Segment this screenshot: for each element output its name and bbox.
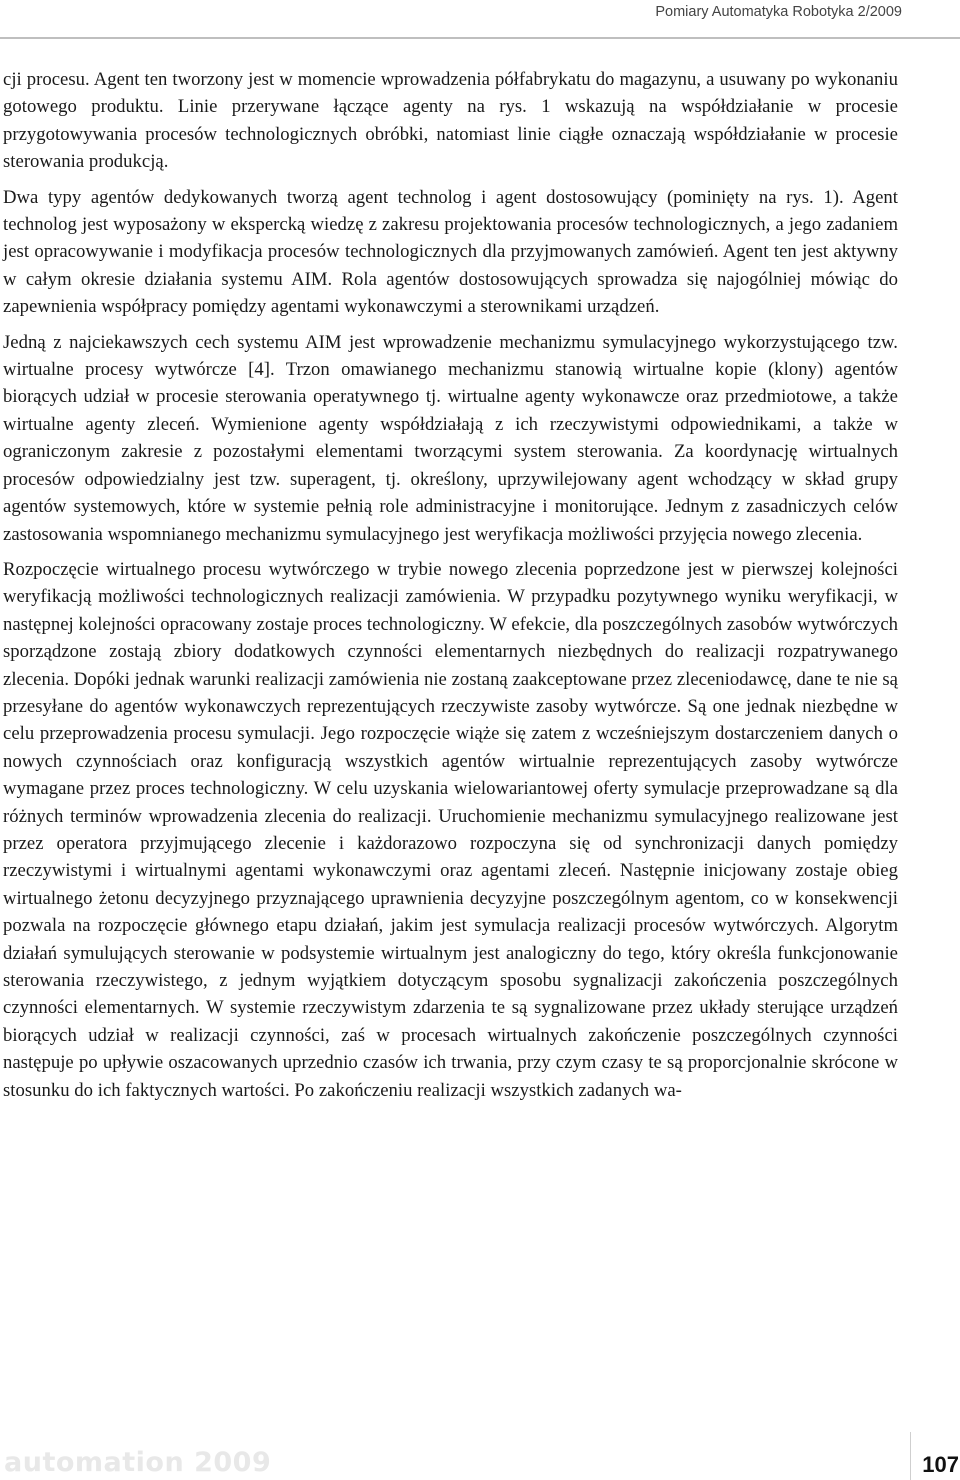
- article-body: [3, 66, 898, 1112]
- paragraph-3: Jedną z najciekawszych cech systemu AIM jest wprowadzenie mechanizmu symulacyjnego wykorzystującego tzw. wirtualne procesy wytwórcze [4]. Trzon omawianego mechanizmu stanowią wirtualne kopie (klony) agentów biorących udział w procesie sterowania operatywnego tj. wirtualne agenty wykonawcze oraz przedmiotowe, a także wirtualne agenty zleceń. Wymienione agenty współdziałają z ich rzeczywistymi odpowiednikami, a także w ograniczonym zakresie z pozostałymi elementami tworzącymi system sterowania. Za koordynację wirtualnych procesów odpowiedzialny jest tzw. superagent, tj. określony, uprzywilejowany agent wchodzący w skład grupy agentów systemowych, które w systemie pełnią role administracyjne i monitorujące. Jednym z zasadniczych celów zastosowania wspomnianego mechanizmu symulacyjnego jest weryfikacja możliwości przyjęcia nowego zlecenia.: [3, 331, 898, 545]
- paragraph-1: cji procesu. Agent ten tworzony jest w momencie wprowadzenia półfabrykatu do magazynu, a usuwany po wykonaniu gotowego produktu. Linie przerywane łączące agenty na rys. 1 wskazują na współdziałanie w procesie przygotowywania procesów technologicznych obróbki, natomiast linie ciągłe oznaczają współdziałanie w procesie sterowania produkcją.: [3, 69, 898, 173]
- paragraph-4: Rozpoczęcie wirtualnego procesu wytwórczego w trybie nowego zlecenia poprzedzone jest w pierwszej kolejności weryfikacją możliwości technologicznych realizacji zamówienia. W przypadku pozytywnego wyniku weryfikacji, w następnej kolejności opracowany zostaje proces technologiczny. W efekcie, dla poszczególnych zasobów wytwórczych sporządzone zostają zbiory dodatkowych czynności elementarnych niezbędnych do realizacji rozpatrywanego zlecenia. Dopóki jednak warunki realizacji zamówienia nie zostaną zaakceptowane przez zleceniodawcę, dane te nie są przesyłane do agentów wykonawczych reprezentujących rzeczywiste zasoby wytwórcze. Są one jednak niezbędne w celu przeprowadzenia procesu symulacji. Jego rozpoczęcie wiąże się zatem z wcześniejszym dostarczeniem danych o nowych czynnościach oraz konfiguracją wszystkich agentów wirtualnie reprezentujących zasoby wytwórcze wymagane przez proces technologiczny. W celu uzyskania wielowariantowej oferty symulacje przeprowadzane są dla różnych terminów wprowadzenia zlecenia do realizacji. Uruchomienie mechanizmu symulacyjnego realizowane jest przez operatora przyjmującego zlecenie i każdorazowo rozpoczyna się od synchronizacji danych pomiędzy rzeczywistymi i wirtualnymi agentami wykonawczymi oraz agentami zleceń. Następnie inicjowany zostaje obieg wirtualnego żetonu decyzyjnego przyznającego uprawnienia decyzyjne poszczególnym agentom, co w konsekwencji pozwala na rozpoczęcie głównego etapu działań, jakim jest symulacja realizacji procesów wytwórczych. Algorytm działań symulujących sterowanie w podsystemie wirtualnym jest analogiczny do tego, który określa funkcjonowanie sterowania rzeczywistego, z jednym wyjątkiem dotyczącym sposobu sygnalizacji zakończenia poszczególnych czynności elementarnych. W systemie rzeczywistym zdarzenia te są sygnalizowane przez układy sterujące urządzeń biorących udział w realizacji czynności, zaś w procesach wirtualnych zakończenie poszczególnych czynności następuje po upływie oszacowanych uprzednio czasów ich trwania, przy czym czasy te są proporcjonalnie skrócone w stosunku do ich faktycznych wartości. Po zakończeniu realizacji wszystkich zadanych wa-: [3, 558, 898, 1101]
- page-header: [0, 0, 960, 40]
- running-head: Pomiary Automatyka Robotyka 2/2009: [655, 4, 902, 20]
- page-number: 107: [922, 1452, 959, 1477]
- paragraph-2: Dwa typy agentów dedykowanych tworzą agent technolog i agent dostosowujący (pominięty na rys. 1). Agent technolog jest wyposażony w ekspercką wiedzę z zakresu projektowania procesów technologicznych, a jego zadaniem jest opracowywanie i modyfikacja procesów technologicznych dla przyjmowanych zamówień. Agent ten jest aktywny w całym okresie działania systemu AIM. Rola agentów dostosowujących sprowadza się najogólniej mówiąc do zapewnienia współpracy pomiędzy agentami wykonawczymi a sterownikami urządzeń.: [3, 186, 898, 318]
- footer-brand: automation 2009: [4, 1447, 272, 1478]
- header-rule: [0, 37, 960, 39]
- page-number-box: [910, 1432, 960, 1480]
